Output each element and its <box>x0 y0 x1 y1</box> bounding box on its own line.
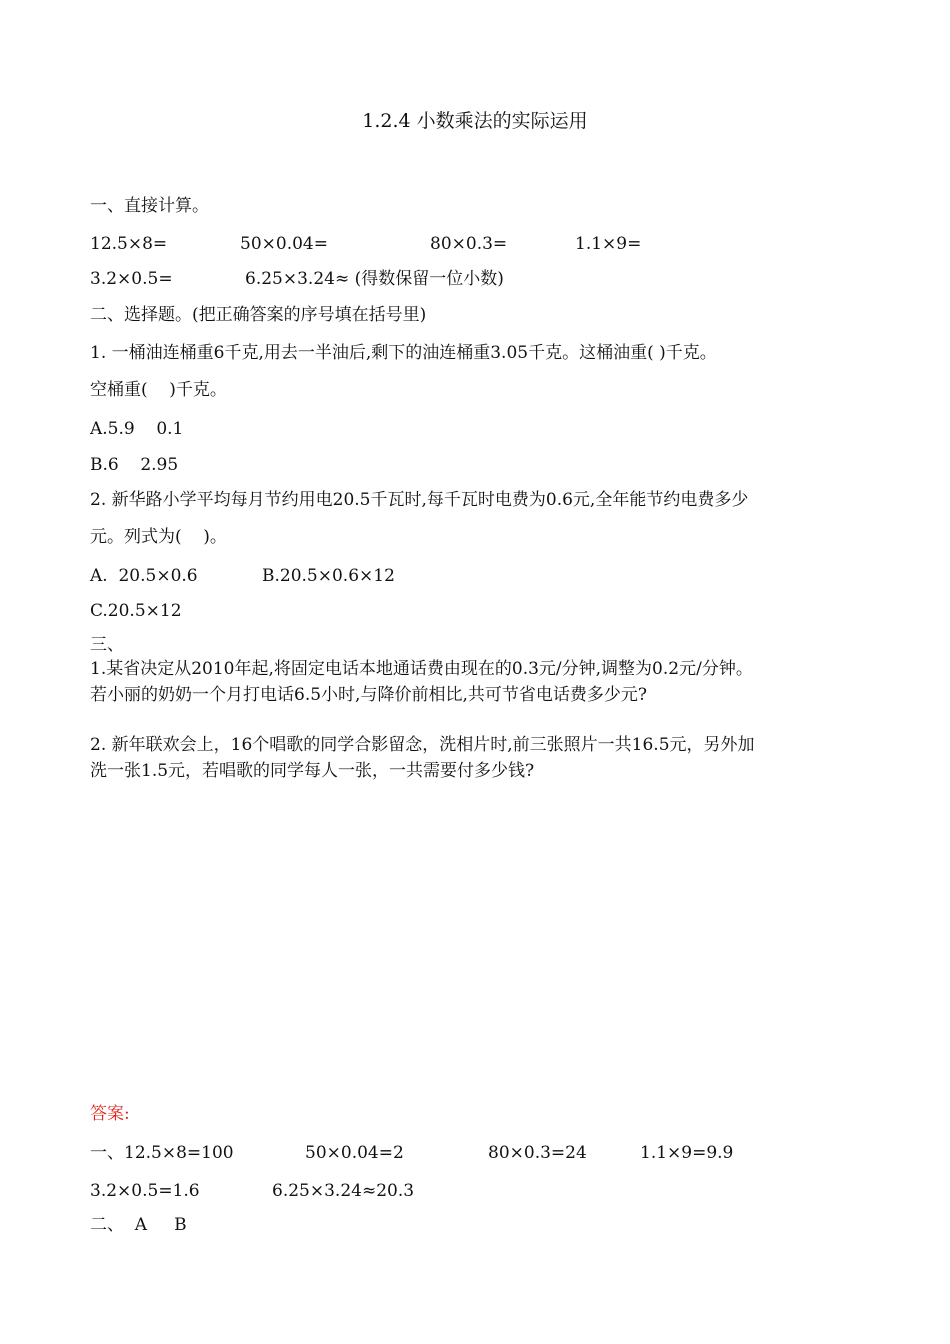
page-title: 1.2.4 小数乘法的实际运用 <box>362 110 588 132</box>
calc-item: 3.2×0.5= <box>90 269 173 289</box>
answer-item: 1.1×9=9.9 <box>640 1143 734 1163</box>
question-text: 洗一张1.5元，若唱歌的同学每人一张，一共需要付多少钱? <box>90 761 535 781</box>
question-text: 2. 新华路小学平均每月节约用电20.5千瓦时,每千瓦时电费为0.6元,全年能节约电费多少 <box>90 490 749 510</box>
section2-heading: 二、选择题。(把正确答案的序号填在括号里) <box>90 305 427 325</box>
question-text: 元。列式为( )。 <box>90 527 227 547</box>
option-text: C.20.5×12 <box>90 601 182 621</box>
calc-item: 80×0.3= <box>430 234 508 254</box>
answers-heading: 答案: <box>90 1104 130 1124</box>
calc-item: 1.1×9= <box>575 234 642 254</box>
option-text: B.20.5×0.6×12 <box>262 566 395 586</box>
calc-item: 50×0.04= <box>240 234 328 254</box>
question-text: 空桶重( )千克。 <box>90 380 227 400</box>
answer-item: 二、 A B <box>90 1215 187 1235</box>
option-text: A. 20.5×0.6 <box>90 566 198 586</box>
calc-item: 12.5×8= <box>90 234 168 254</box>
question-text: 1.某省决定从2010年起,将固定电话本地通话费由现在的0.3元/分钟,调整为0.2元/分钟。 <box>90 659 753 679</box>
question-text: 2. 新年联欢会上，16个唱歌的同学合影留念，洗相片时,前三张照片一共16.5元，另外加 <box>90 735 755 755</box>
option-text: B.6 2.95 <box>90 455 179 475</box>
question-text: 1. 一桶油连桶重6千克,用去一半油后,剩下的油连桶重3.05千克。这桶油重( )千克。 <box>90 343 717 363</box>
section1-heading: 一、直接计算。 <box>90 196 209 216</box>
section3-heading: 三、 <box>90 635 124 655</box>
answer-item: 3.2×0.5=1.6 <box>90 1181 200 1201</box>
answer-item: 6.25×3.24≈20.3 <box>272 1181 415 1201</box>
option-text: A.5.9 0.1 <box>90 419 184 439</box>
question-text: 若小丽的奶奶一个月打电话6.5小时,与降价前相比,共可节省电话费多少元? <box>90 685 647 705</box>
calc-item: 6.25×3.24≈ (得数保留一位小数) <box>245 269 504 289</box>
answer-item: 80×0.3=24 <box>488 1143 587 1163</box>
answer-item: 50×0.04=2 <box>305 1143 404 1163</box>
answer-item: 一、12.5×8=100 <box>90 1143 234 1163</box>
